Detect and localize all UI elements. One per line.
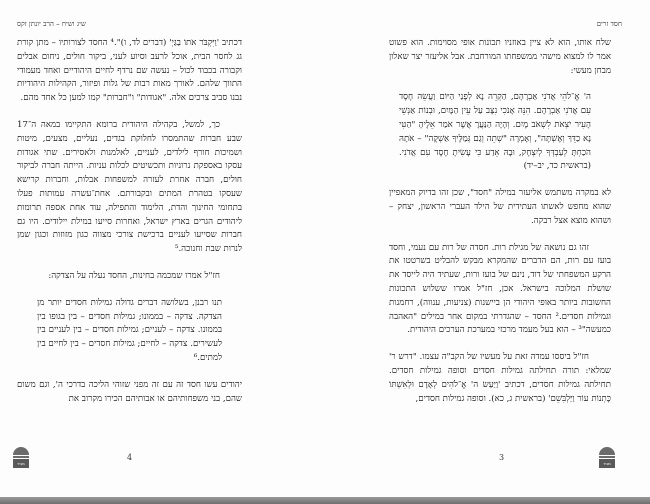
body-paragraph: זהו גם נושאה של מגילת רות. חסדה של רות עם נעמי, וחסד בועז עם רות, הם הדברים שהמקרא מבקש להבליט בשרטטו את הרקע המשפחתי של דוד, נינם של בועז ורות, שעתיד היה לייסד את שושלת המלוכה בישראל. אכן, חז"ל אמרו ששלוש התכונות החשובות ביותר באופי היהודי הן ביישנות (צניעות, ענווה), רחמנות וגמילות חסדים.² החסד – שהגדרתי במקום אחר במילים "האהבה כמעשה"³ – הוא בעל מעמד מרכזי במערכת הערכים היהודית. (389, 242, 612, 336)
body-paragraph: חז"ל ביססו עמדה זאת על מעשיו של הקב"ה עצמו. "דרש ר' שמלאי: תורה תחילתה גמילות חסדים וסופה גמילות חסדים. תחילתה גמילות חסדים, דכתיב 'וַיַּעַשׂ ה' אֱ־לֹהִים לְאָדָם וּלְאִשְׁתּוֹ כָּתְנוֹת עוֹר וַיַּלְבִּשֵׁם' (בראשית ג, כא). וסופה גמילות חסדים, (389, 352, 611, 404)
page-number: 3 (499, 453, 505, 462)
body-paragraph: כך, למשל, בקהילה היהודית ברומא התקיימו במאה ה־17 שבע חברות שהתמסרו לחלוקת בגדים, נעליים, מצעים, מיטות ושמיכות חורף לילדים, לעניים, לאלמנות ולאסירים. שתי אגודות עסקו באספקת נרוניות ותכשיטים לכלות עניות. הייתה חברה לביקור חולים, חברה אחרת לעזרה למשפחות אבלות, וחברות קרישא שעסקו בטהרת המתים ובקבורתם. אחת־עשרה עמותות פעלו בתחומי החינוך והדת, הלימוד והתפילה, עוד אחת אספה תרומות ליהודים הגרים בארץ ישראל, ואחרות סייעו במילת יילודים. היו גם חברות שסייעו לעניים ברכישת צורכי מצווה כגון מזוזות וכגון שמן לנרות שבת וחנוכה.⁵ (17, 119, 242, 255)
body-column (389, 37, 611, 406)
block-quote: ה' אֱ־לֹהֵי אֲדֹנִי אַבְרָהָם, הַקְרֵה נָא לְפָנַי הַיּוֹם וַעֲשֵׂה חֶסֶד עִם אֲדֹנִי אַבְרָהָם. הִנֵּה אָנֹכִי נִצָּב עַל עֵין הַמָּיִם, וּבְנוֹת אַנְשֵׁי הָעִיר יֹצְאֹת לִשְׁאֹב מָיִם. וְהָיָה הַנַּעֲרָ אֲשֶׁר אֹמַר אֵלֶיהָ "הַטִּי נָא כַדֵּךְ וְאֶשְׁתֶּה", וְאָמְרָה "שְׁתֵה וְגַם גְּמַלֶּיךָ אַשְׁקֶה" – אֹתָהּ הֹכַחְתָּ לְעַבְדְּךָ לְיִצְחָק, וּבָהּ אֵדַע כִּי עָשִׂיתָ חֶסֶד עִם אֲדֹנִי. (בראשית כד, יב–יד) (399, 92, 591, 172)
logo-text: מגיד (599, 459, 615, 468)
body-paragraph: שלח אותו, הוא לא ציין באוזניו תכונות אופי מסוימות. הוא פשוט אמר לו למצוא מישהי ממשפחתו המורחבת. אבל אליעזר יצר שאלון מבחן מעשי: (389, 38, 611, 76)
publisher-logo-icon (599, 447, 615, 469)
section-heading: חז"ל אמרו שמכמה בחינות, החסד נעלה על הצדקה: (48, 270, 220, 281)
running-head: שיג ושיח – הרב יונתן זקס (17, 20, 86, 28)
viewer-bottom-edge (0, 497, 650, 504)
left-page (0, 0, 325, 497)
body-paragraph: יהודים עשו חסד זה עם זה מפני שזוהי הליכה בדרכי ה', וגם משום שהם, בני משפחותיהם או אבותיהם הכירו מקרוב את (17, 379, 242, 404)
body-paragraph: דכתיב 'וַיִּקְבֹּר אֹתוֹ בַגַּיְ' (דברים לד, ו)".⁴ החסד לצורותיו – מתן קורת גג לחסר הבית, אוכל לרעב וסיוע לעני, ביקור חולים, ניחום אבלים וקבורה בכבוד לכול – נעשה שם נרדף לחיים היהודיים ואחד מעמודי התווך שלהם. לאורך מאות רבות של גלות ופיזור, הקהילות היהודיות נבנו סביב צרכים אלה. "אגודות" ו"חברות" קמו למען כל אחד מהם. (17, 38, 242, 104)
right-page (325, 0, 650, 497)
publisher-logo-icon (13, 447, 29, 469)
page-number: 4 (127, 453, 133, 462)
body-column (17, 37, 242, 406)
logo-text: מגיד (13, 459, 29, 468)
block-quote: תנו רבנן, בשלושה דברים גדולה גמילות חסדים יותר מן הצדקה. צדקה – בממונו; גמילות חסדים – בין בגופו בין בממונו. צדקה – לעניים; גמילות חסדים – בין לעניים בין לעשירים. צדקה – לחיים; גמילות חסדים – בין לחיים בין למתים.⁶ (37, 297, 222, 363)
body-paragraph: לא במקרה משתמש אליעזר במילה "חסד", שכן זהו בדיוק המאפיין שהוא מחפש לאשתו העתידית של הילד העברי הראשון, יצחק – ושהוא מוצא אצל רבקה. (389, 188, 611, 226)
running-head: חסד זרים (596, 20, 622, 28)
